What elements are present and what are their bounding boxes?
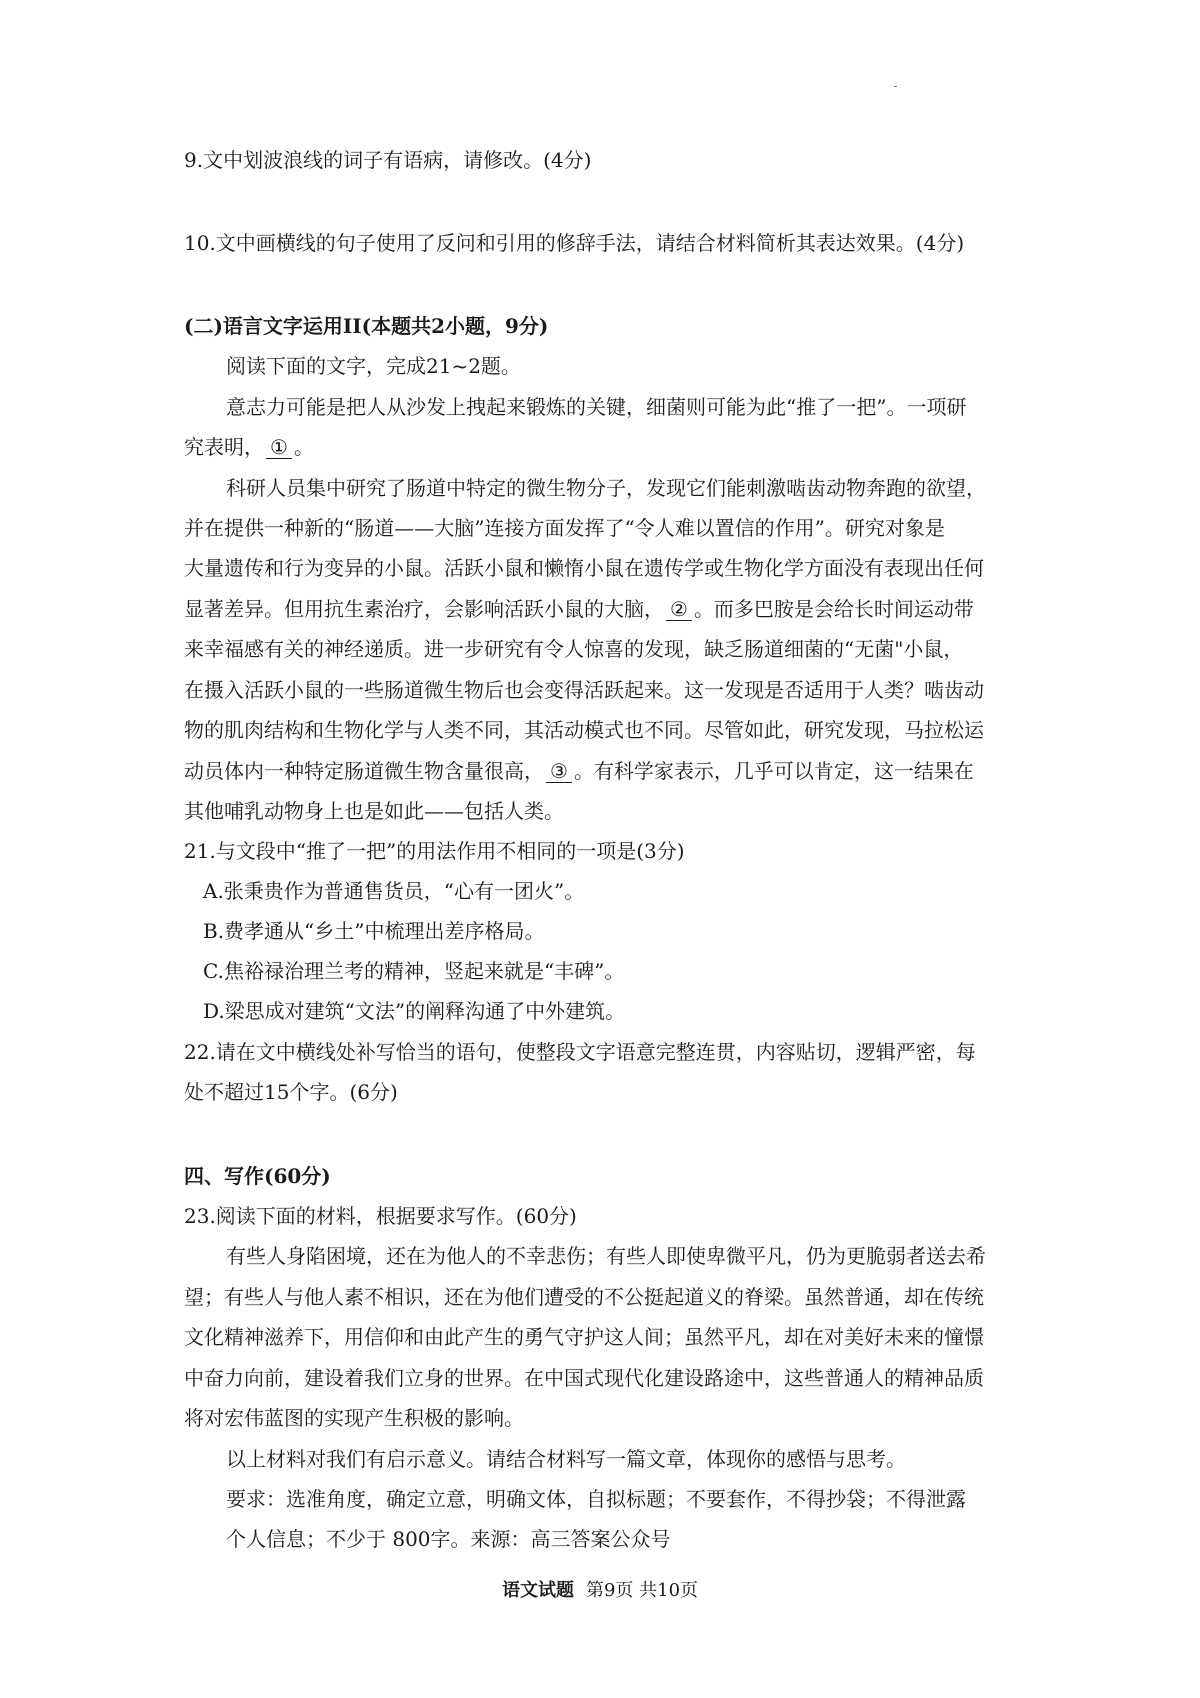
passage-line: 物的肌肉结构和生物化学与人类不同，其活动模式也不同。尽管如此，研究发现，马拉松运: [184, 718, 984, 742]
passage-line: 科研人员集中研究了肠道中特定的微生物分子，发现它们能刺激啮齿动物奔跑的欲望，: [226, 476, 986, 500]
question-10: 10.文中画横线的句子使用了反问和引用的修辞手法，请结合材料简析其表达效果。(4分): [184, 231, 965, 255]
passage-line: [184, 433, 314, 461]
material-line: 以上材料对我们有启示意义。请结合材料写一篇文章，体现你的感悟与思考。: [226, 1447, 906, 1471]
reading-instruction: 阅读下面的文字，完成21~2题。: [226, 354, 521, 378]
question-23-stem: 23.阅读下面的材料，根据要求写作。(60分): [184, 1204, 577, 1228]
question-21-option-b: B.费孝通从“乡土”中梳理出差序格局。: [203, 919, 545, 943]
footer-title: 语文试题: [501, 1580, 574, 1601]
passage-line: [184, 595, 974, 623]
passage-text: 。有科学家表示，几乎可以肯定，这一结果在: [573, 759, 974, 783]
question-22-line: 22.请在文中横线处补写恰当的语句，使整段文字语意完整连贯，内容贴切，逻辑严密，每: [184, 1040, 976, 1064]
writing-requirements: 个人信息；不少于 800字。来源：高三答案公众号: [226, 1527, 671, 1551]
question-21-option-d: D.梁思成对建筑“文法”的阐释沟通了中外建筑。: [203, 999, 626, 1023]
blank-1: ①: [266, 436, 292, 459]
question-22-line: 处不超过15个字。(6分): [184, 1080, 398, 1104]
passage-line: 大量遗传和行为变异的小鼠。活跃小鼠和懒惰小鼠在遗传学或生物化学方面没有表现出任何: [184, 556, 984, 580]
passage-text: 。而多巴胺是会给长时间运动带: [693, 597, 974, 621]
passage-line: 意志力可能是把人从沙发上拽起来锻炼的关键，细菌则可能为此“推了一把”。一项研: [226, 395, 967, 419]
blank-2: ②: [666, 598, 692, 621]
material-line: 有些人身陷困境，还在为他人的不幸悲伤；有些人即使卑微平凡，仍为更脆弱者送去希: [226, 1244, 986, 1268]
page-number: 第9页 共10页: [585, 1580, 699, 1601]
passage-text: 动员体内一种特定肠道微生物含量很高，: [184, 759, 544, 783]
question-9: 9.文中划波浪线的词子有语病，请修改。(4分): [184, 148, 592, 172]
passage-line: [184, 757, 974, 785]
scan-speck: [894, 86, 897, 87]
question-21-stem: 21.与文段中“推了一把”的用法作用不相同的一项是(3分): [184, 839, 685, 863]
blank-3: ③: [546, 760, 572, 783]
passage-line: 在摄入活跃小鼠的一些肠道微生物后也会变得活跃起来。这一发现是否适用于人类？啮齿动: [184, 678, 984, 702]
writing-requirements: 要求：选准角度，确定立意，明确文体，自拟标题；不要套作，不得抄袋；不得泄露: [226, 1487, 966, 1511]
passage-text: 显著差异。但用抗生素治疗，会影响活跃小鼠的大脑，: [184, 597, 664, 621]
material-line: 将对宏伟蓝图的实现产生积极的影响。: [184, 1406, 524, 1430]
passage-line: 其他哺乳动物身上也是如此——包括人类。: [184, 799, 564, 823]
material-line: 望；有些人与他人素不相识，还在为他们遭受的不公挺起道义的脊梁。虽然普通，却在传统: [184, 1285, 984, 1309]
passage-line: 并在提供一种新的“肠道——大脑”连接方面发挥了“令人难以置信的作用”。研究对象是: [184, 516, 945, 540]
question-21-option-a: A.张秉贵作为普通售货员，“心有一团火”。: [203, 879, 585, 903]
section-2-title: (二)语言文字运用II(本题共2小题，9分): [184, 314, 549, 338]
page-footer: [0, 1578, 1200, 1604]
material-line: 文化精神滋养下，用信仰和由此产生的勇气守护这人间；虽然平凡，却在对美好未来的憧憬: [184, 1325, 984, 1349]
section-4-title: 四、写作(60分): [184, 1164, 331, 1188]
passage-text: 。: [293, 435, 314, 459]
passage-text: 究表明，: [184, 435, 264, 459]
material-line: 中奋力向前，建设着我们立身的世界。在中国式现代化建设路途中，这些普通人的精神品质: [184, 1366, 984, 1390]
question-21-option-c: C.焦裕禄治理兰考的精神，竖起来就是“丰碑”。: [203, 959, 625, 983]
passage-line: 来幸福感有关的神经递质。进一步研究有令人惊喜的发现，缺乏肠道细菌的“无菌"小鼠，: [184, 637, 964, 661]
